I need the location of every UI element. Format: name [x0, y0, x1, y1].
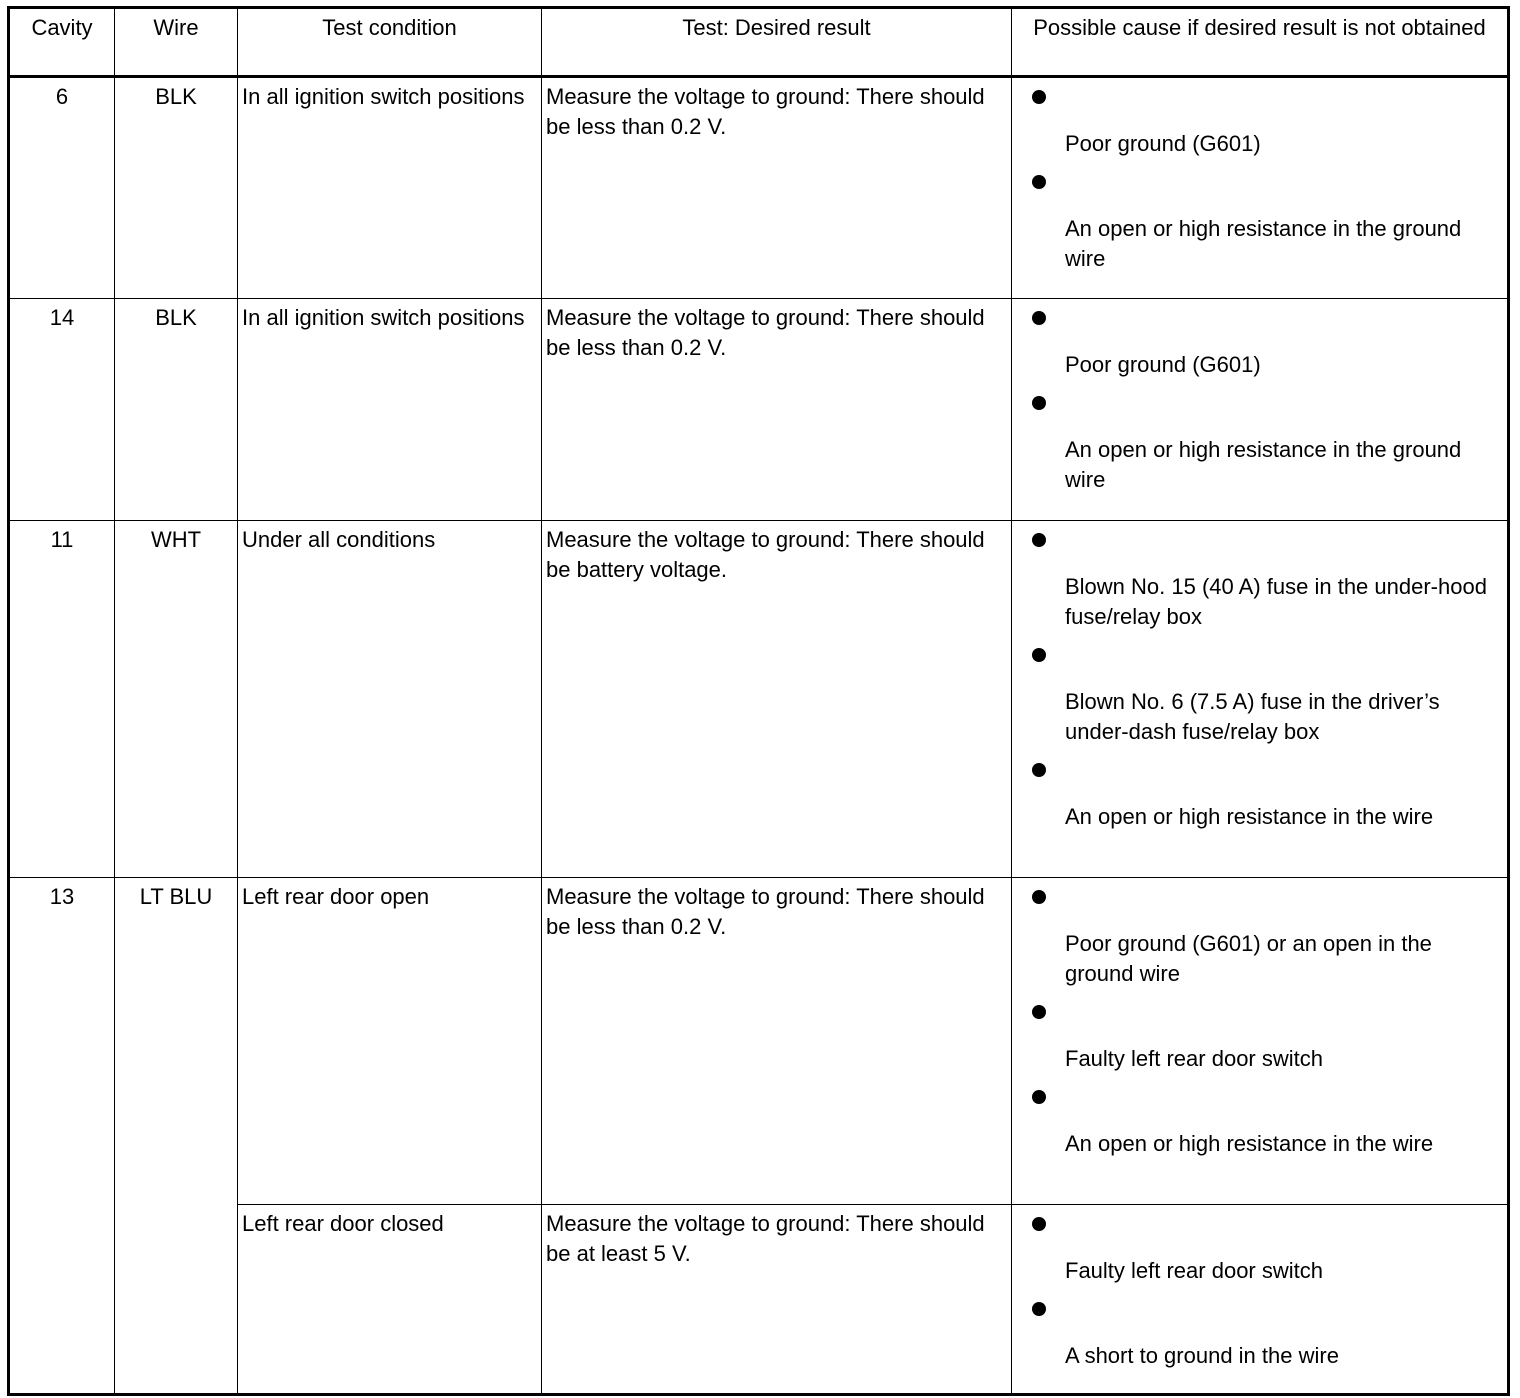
condition-cell: Left rear door open [238, 878, 542, 1205]
wire-cell: BLK [115, 77, 238, 299]
cause-item [1032, 1005, 1503, 1074]
condition-cell: Left rear door closed [238, 1205, 542, 1395]
header-wire: Wire [115, 8, 238, 77]
cavity-cell: 14 [9, 299, 115, 521]
condition-cell: In all ignition switch positions [238, 77, 542, 299]
cause-cell [1012, 77, 1509, 299]
bullet-icon [1032, 175, 1046, 189]
result-cell: Measure the voltage to ground: There should be less than 0.2 V. [542, 878, 1012, 1205]
result-cell: Measure the voltage to ground: There should be less than 0.2 V. [542, 299, 1012, 521]
condition-cell: In all ignition switch positions [238, 299, 542, 521]
wire-cell: LT BLU [115, 878, 238, 1395]
bullet-icon [1032, 396, 1046, 410]
cause-cell [1012, 1205, 1509, 1395]
bullet-icon [1032, 1005, 1046, 1019]
cause-item [1032, 533, 1503, 632]
cause-cell [1012, 521, 1509, 878]
result-cell: Measure the voltage to ground: There should be at least 5 V. [542, 1205, 1012, 1395]
cause-item [1032, 175, 1503, 274]
header-cavity: Cavity [9, 8, 115, 77]
table-row [9, 77, 1509, 299]
diagnostic-table [7, 6, 1510, 1396]
header-row [9, 8, 1509, 77]
cause-text: Faulty left rear door switch [1065, 1046, 1323, 1071]
bullet-icon [1032, 1302, 1046, 1316]
bullet-icon [1032, 1090, 1046, 1104]
cause-item [1032, 90, 1503, 159]
table-row [9, 878, 1509, 1205]
cause-item [1032, 1090, 1503, 1159]
cavity-cell: 6 [9, 77, 115, 299]
cause-item [1032, 890, 1503, 989]
cavity-cell: 11 [9, 521, 115, 878]
bullet-icon [1032, 648, 1046, 662]
bullet-icon [1032, 763, 1046, 777]
cause-text: An open or high resistance in the wire [1065, 1131, 1434, 1156]
cause-text: An open or high resistance in the ground wire [1065, 437, 1462, 492]
bullet-icon [1032, 890, 1046, 904]
table-row [9, 521, 1509, 878]
cause-item [1032, 311, 1503, 380]
cause-text: Blown No. 6 (7.5 A) fuse in the driver’s under-dash fuse/relay box [1065, 689, 1440, 744]
cause-text: Blown No. 15 (40 A) fuse in the under-hood fuse/relay box [1065, 574, 1487, 629]
wire-cell: BLK [115, 299, 238, 521]
bullet-icon [1032, 533, 1046, 547]
cause-text: A short to ground in the wire [1065, 1343, 1339, 1368]
cause-item [1032, 396, 1503, 495]
table-row [9, 299, 1509, 521]
cause-item [1032, 1217, 1503, 1286]
cause-cell [1012, 878, 1509, 1205]
cause-item [1032, 1302, 1503, 1371]
cause-text: Faulty left rear door switch [1065, 1258, 1323, 1283]
result-cell: Measure the voltage to ground: There should be battery voltage. [542, 521, 1012, 878]
header-desired-result: Test: Desired result [542, 8, 1012, 77]
bullet-icon [1032, 1217, 1046, 1231]
cause-item [1032, 763, 1503, 832]
result-cell: Measure the voltage to ground: There should be less than 0.2 V. [542, 77, 1012, 299]
cavity-cell: 13 [9, 878, 115, 1395]
cause-text: Poor ground (G601) [1065, 131, 1261, 156]
bullet-icon [1032, 90, 1046, 104]
cause-text: Poor ground (G601) or an open in the ground wire [1065, 931, 1432, 986]
condition-cell: Under all conditions [238, 521, 542, 878]
wire-cell: WHT [115, 521, 238, 878]
cause-text: An open or high resistance in the ground wire [1065, 216, 1462, 271]
cause-item [1032, 648, 1503, 747]
header-test-condition: Test condition [238, 8, 542, 77]
header-possible-cause: Possible cause if desired result is not obtained [1012, 8, 1509, 77]
cause-text: An open or high resistance in the wire [1065, 804, 1434, 829]
cause-text: Poor ground (G601) [1065, 352, 1261, 377]
bullet-icon [1032, 311, 1046, 325]
cause-cell [1012, 299, 1509, 521]
